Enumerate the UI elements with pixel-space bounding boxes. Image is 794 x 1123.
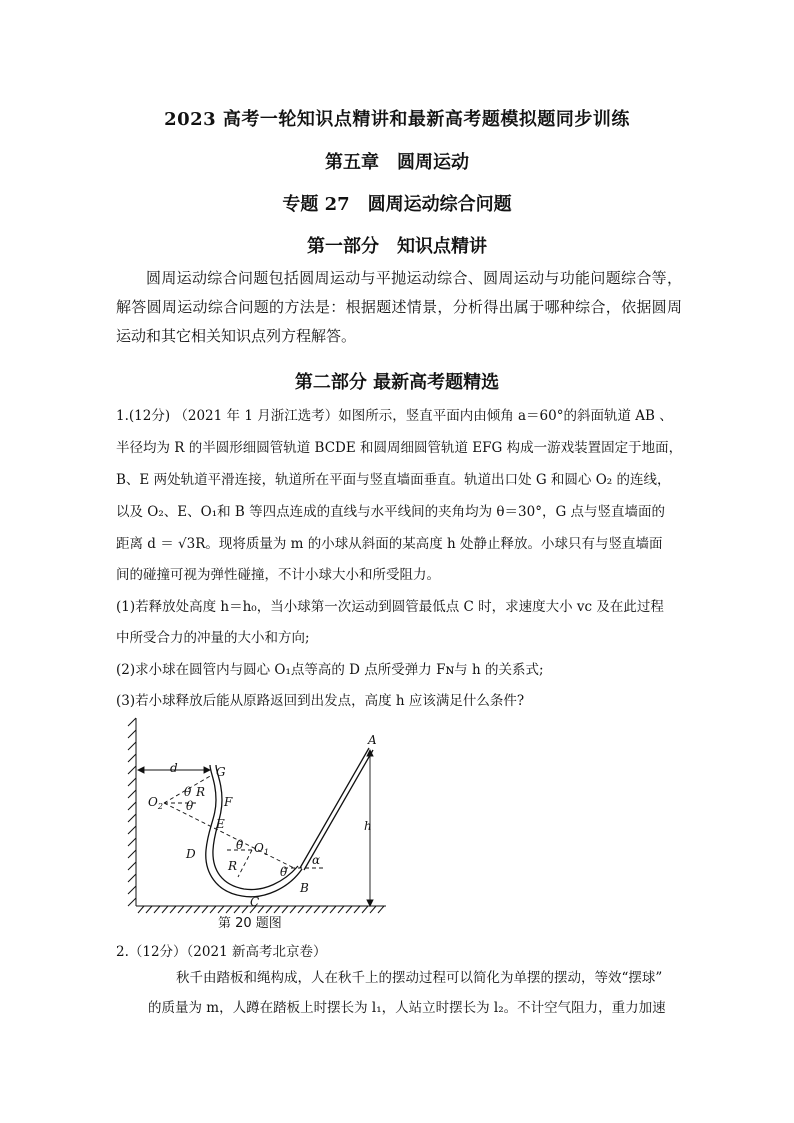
q1-sub2: (2)求小球在圆管内与圆心 O₁点等高的 D 点所受弹力 Fɴ与 h 的关系式; xyxy=(116,662,544,678)
label-theta-4: θ xyxy=(280,865,288,879)
label-a: A xyxy=(368,733,377,747)
topic-title: 专题 27 圆周运动综合问题 xyxy=(282,194,512,215)
q1-line-6: 间的碰撞可视为弹性碰撞，不计小球大小和所受阻力。 xyxy=(116,567,440,583)
q1-sub1-line-b: 中所受合力的冲量的大小和方向; xyxy=(116,630,310,646)
label-r-lower: R xyxy=(228,859,238,873)
q1-sub3: (3)若小球释放后能从原路返回到出发点，高度 h 应该满足什么条件? xyxy=(116,693,525,709)
wall xyxy=(128,718,136,906)
chapter-title: 第五章 圆周运动 xyxy=(325,152,469,173)
main-title: 2023 高考一轮知识点精讲和最新高考题模拟题同步训练 xyxy=(164,109,630,130)
label-o1: $O_1$ xyxy=(254,841,269,857)
track-diagram xyxy=(124,710,390,928)
label-d-distance: d xyxy=(170,761,178,775)
q1-line-4: 以及 O₂、E、O₁和 B 等四点连成的直线与水平线间的夹角均为 θ＝30°，G 点与竖直墙面的 xyxy=(116,504,666,520)
incline-track xyxy=(300,748,373,870)
part1-heading: 第一部分 知识点精讲 xyxy=(307,236,487,257)
q1-line-2: 半径均为 R 的半圆形细圆管轨道 BCDE 和圆周细圆管轨道 EFG 构成一游戏装置固定于地面， xyxy=(116,440,683,456)
intro-paragraph: 圆周运动综合问题包括圆周运动与平抛运动综合、圆周运动与功能问题综合等，解答圆周运动综合问题的方法是：根据题述情景，分析得出属于哪种综合，依据圆周运动和其它相关知识点列方程解答。 xyxy=(116,269,682,345)
label-theta-1: θ xyxy=(184,785,192,799)
label-theta-3: θ xyxy=(236,838,244,852)
label-b: B xyxy=(300,881,309,895)
q1-line-1: 1.(12分) （2021 年 1 月浙江选考）如图所示，竖直平面内由倾角 a＝60°的斜面轨道 AB 、 xyxy=(116,408,673,424)
label-f: F xyxy=(224,795,233,809)
q2-line-1: 2.（12分）（2021 新高考北京卷） xyxy=(116,944,327,960)
q2-line-2: 秋千由踏板和绳构成，人在秋千上的摆动过程可以简化为单摆的摆动，等效“摆球” xyxy=(176,970,663,986)
label-theta-2: θ xyxy=(186,799,194,813)
label-h: h xyxy=(364,819,372,833)
q1-sub1-line-a: (1)若释放处高度 h＝h₀，当小球第一次运动到圆管最低点 C 时，求速度大小 vc 及在此过程 xyxy=(116,599,664,615)
q1-line-5: 距离 d ＝ √3R。现将质量为 m 的小球从斜面的某高度 h 处静止释放。小球只有与竖直墙面 xyxy=(116,536,663,552)
figure-caption: 第 20 题图 xyxy=(218,916,282,931)
label-alpha: α xyxy=(312,853,321,867)
q1-line-3: B、E 两处轨道平滑连接，轨道所在平面与竖直墙面垂直。轨道出口处 G 和圆心 O₂ 的连线， xyxy=(116,472,671,488)
part2-heading: 第二部分 最新高考题精选 xyxy=(294,372,500,393)
label-d: D xyxy=(186,847,196,861)
label-c: C xyxy=(250,895,260,909)
label-g: G xyxy=(216,765,226,779)
q2-line-3: 的质量为 m，人蹲在踏板上时摆长为 l₁，人站立时摆长为 l₂。不计空气阻力，重力加速 xyxy=(148,1000,666,1016)
label-r-upper: R xyxy=(196,785,206,799)
label-o2: $O_2$ xyxy=(148,795,163,811)
label-e: E xyxy=(216,817,225,831)
